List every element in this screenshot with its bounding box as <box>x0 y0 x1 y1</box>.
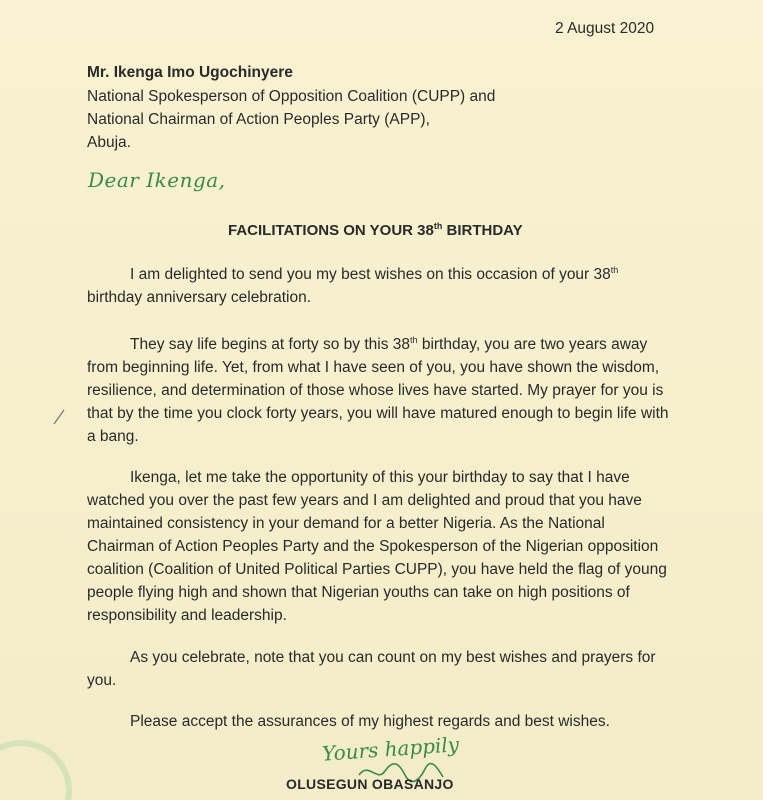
recipient-title-line-2: National Chairman of Action Peoples Party (APP), <box>87 111 430 128</box>
recipient-city: Abuja. <box>87 134 131 151</box>
paragraph-1-text: I am delighted to send you my best wishes on this occasion of your 38 <box>130 266 611 283</box>
faint-stamp-mark <box>0 740 72 800</box>
handwritten-salutation: Dear Ikenga, <box>88 168 226 192</box>
paragraph-1-superscript: th <box>610 264 619 275</box>
signatory-name: OLUSEGUN OBASANJO <box>286 776 454 792</box>
paragraph-2-superscript: th <box>410 334 418 345</box>
paragraph-1-text-end: birthday anniversary celebration. <box>87 289 312 306</box>
heading-text-end: BIRTHDAY <box>442 222 523 239</box>
heading-superscript: th <box>433 221 443 231</box>
heading-text: FACILITATIONS ON YOUR 38 <box>228 222 434 239</box>
paragraph-5-text: Please accept the assurances of my highest regards and best wishes. <box>130 713 610 730</box>
stray-pen-mark <box>52 408 66 426</box>
paragraph-2-text-end: birthday, you are two years away from beginning life. Yet, from what I have seen of you, you have shown the wisdom, resilience, and determination of those whose lives have started. My prayer for you is that by the time you clock forty years, you will have matured enough to begin life with a bang. <box>87 336 669 445</box>
paragraph-3 <box>87 466 672 627</box>
paragraph-1 <box>87 263 672 309</box>
paragraph-2-text: They say life begins at forty so by this 38 <box>130 336 410 353</box>
handwritten-closing: Yours happily <box>321 732 460 766</box>
paragraph-4-text: As you celebrate, note that you can count on my best wishes and prayers for you. <box>87 649 656 689</box>
recipient-name: Mr. Ikenga Imo Ugochinyere <box>87 64 293 81</box>
paragraph-3-text: Ikenga, let me take the opportunity of this your birthday to say that I have watched you over the past few years and I am delighted and proud that you have maintained consistency in your demand for a better Nigeria. As the National Chairman of Action Peoples Party and the Spokesperson of the Nigerian opposition coalition (Coalition of United Political Parties CUPP), you have held the flag of young people flying high and shown that Nigerian youths can take on high positions of responsibility and leadership. <box>87 469 667 624</box>
recipient-title-line-1: National Spokesperson of Opposition Coalition (CUPP) and <box>87 88 496 105</box>
paragraph-5 <box>87 710 672 733</box>
letter-date: 2 August 2020 <box>555 20 655 37</box>
letter-heading <box>228 221 523 239</box>
paragraph-4 <box>87 646 672 692</box>
paragraph-2 <box>87 333 672 448</box>
